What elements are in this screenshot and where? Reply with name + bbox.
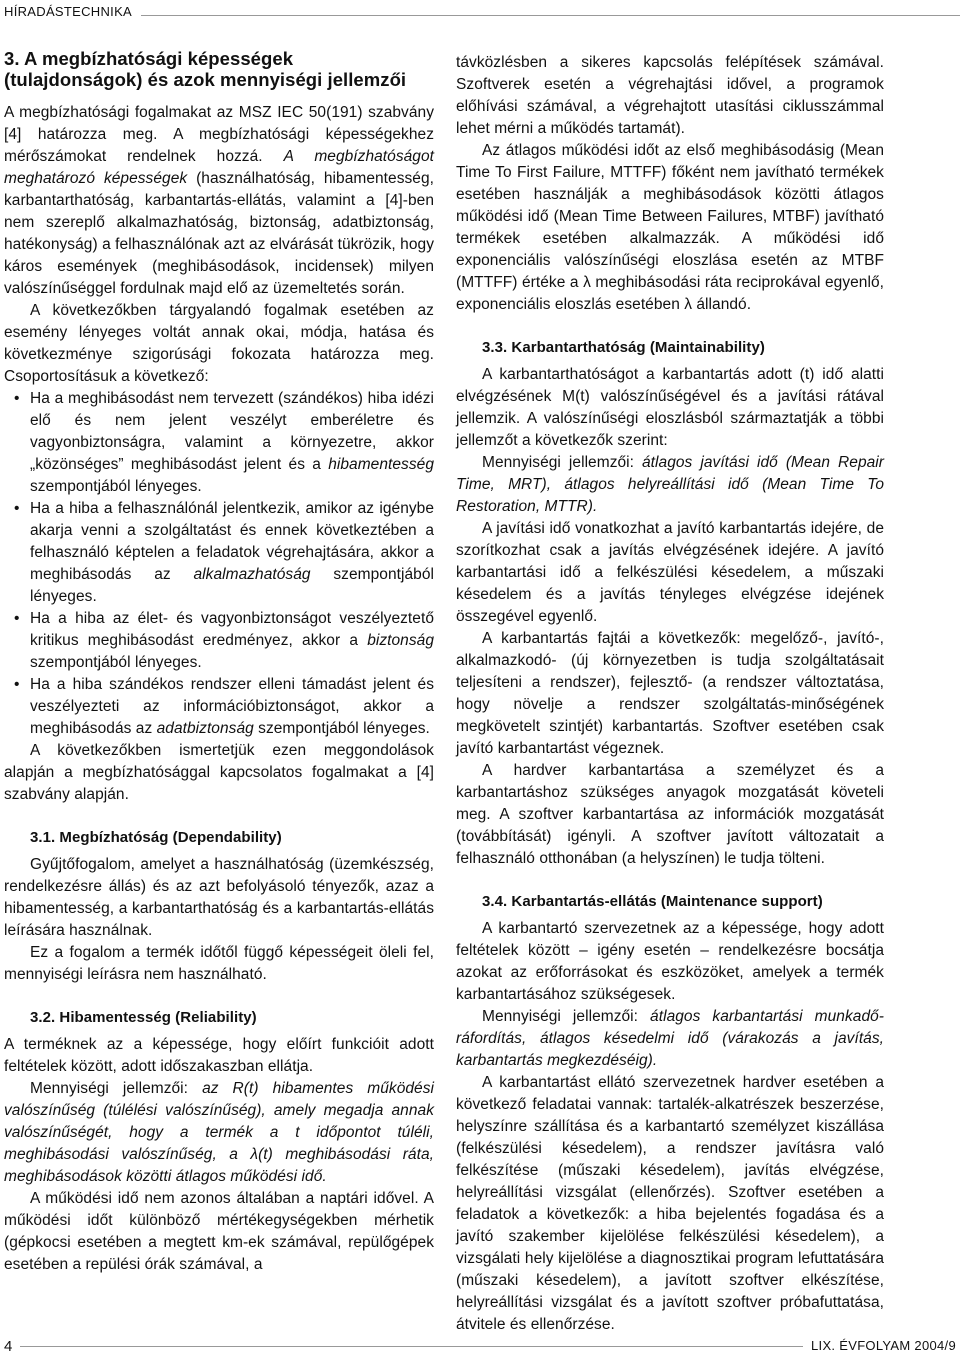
text-run: A megbízhatósági fogalmakat az MSZ IEC 50(191) szabvány [4] határozza meg. A megbízhatósági képességekhez mérőszámokat rendelnek hozzá. (4, 104, 434, 165)
paragraph: A javítási idő vonatkozhat a javító karbantartás idejére, de szorítkozhat csak a javítás elvégzésének idejére. A javító karbantartási idő a felkészülési késedelem, a műszaki késedelem és a javítás tényleges elvégzése idejének összegével egyenlő. (456, 520, 884, 625)
paragraph: Mennyiségi jellemzői: átlagos karbantartási munkadő-ráfordítás, átlagos késedelmi idő (várakozás a javítás, karbantartás megkezdéséig). (456, 1008, 884, 1069)
paragraph: A karbantarthatóságot a karbantartás adott (t) idő alatti elvégzésének M(t) valószínűségével és a javítási rátával jellemzik. A valószínűségi eloszlásból származtatják a többi jellemzőt a következők szerint: (456, 366, 884, 449)
journal-title: HÍRADÁSTECHNIKA (4, 4, 133, 19)
bullet-icon: • (14, 500, 20, 517)
running-header (0, 0, 960, 30)
text-run: (használhatóság, hibamentesség, karbantarthatóság, karbantartás-ellátás, valamint a [4]-ben nem szereplő alkalmazhatóság, biztonság, adatbiztonság, hatékonyság) a felhasználónak azt az elvárását tükrözik, hogy káros események (meghibásodások, incidensek) milyen valószínűséggel fordulnak majd elő az üzemeltetés során. (4, 170, 434, 297)
paragraph: Gyűjtőfogalom, amelyet a használhatóság (üzemkészség, rendelkezésre állás) és az azt befolyásoló tényezők, azaz a hibamentesség, a karbantarthatóság és a karbantartás-ellátás leírására használnak. (4, 856, 434, 939)
subsection-heading: 3.2. Hibamentesség (Reliability) (30, 1009, 257, 1026)
subsection-heading: 3.3. Karbantarthatóság (Maintainability) (482, 339, 765, 356)
paragraph: A következőkben ismertetjük ezen meggondolások alapján a megbízhatósággal kapcsolatos fogalmakat a [4] szabvány alapján. (4, 742, 434, 803)
left-column (4, 48, 434, 1276)
bullet-icon: • (14, 676, 20, 693)
paragraph (4, 102, 434, 300)
bullet-list (4, 388, 434, 740)
paragraph: Mennyiségi jellemzői: az R(t) hibamentes működési valószínűség (túlélési valószínűség), amely megadja annak valószínűségét, hogy a termék a t időpontot túléli, meghibásodási valószínűség, a λ(t) meghibásodási ráta, meghibásodások közötti átlagos működési idő. (4, 1080, 435, 1185)
right-column (456, 52, 884, 1336)
emphasis: átlagos karbantartási munkadő-ráfordítás, átlagos késedelmi idő (várakozás a javítás, karbantartás megkezdéséig). (456, 1008, 884, 1069)
running-footer (0, 1334, 960, 1364)
emphasis: átlagos javítási idő (Mean Repair Time, MRT), átlagos helyreállítási idő (Mean Time To Restoration, MTTR). (456, 454, 884, 515)
volume-label: LIX. ÉVFOLYAM 2004/9 (803, 1338, 956, 1353)
page-number: 4 (4, 1338, 18, 1355)
header-rule (141, 15, 960, 16)
list-item: • Ha a hiba az élet- és vagyonbiztonságot veszélyeztető kritikus meghibásodást eredményez, akkor a biztonság szempontjából lényeges. (14, 610, 434, 671)
footer-rule (20, 1346, 940, 1347)
section-heading: 3. A megbízhatósági képességek (tulajdonságok) és azok mennyiségi jellemzői (4, 48, 407, 90)
emphasis: az R(t) hibamentes működési valószínűség (túlélési valószínűség), amely megadja annak valószínűségét, hogy a termék a t időpontot túléli, meghibásodási valószínűség, a λ(t) meghibásodási ráta, meghibásodások közötti átlagos működési idő. (4, 1080, 435, 1185)
paragraph: Mennyiségi jellemzői: átlagos javítási idő (Mean Repair Time, MRT), átlagos helyreállítási idő (Mean Time To Restoration, MTTR). (456, 454, 884, 515)
paragraph: A karbantartás fajtái a következők: megelőző-, javító-, alkalmazkodó- (új környezetben is tudja szolgáltatásait teljesíteni a rendszer), fejlesztő- (a rendszer változtatása, hogy növelje a rendszer szolgáltatás-minőségének megkövetelt szintjét) karbantartás. Szoftver esetében csak javító karbantartást végeznek. (456, 630, 884, 757)
paragraph: Az átlagos működési időt az első meghibásodásig (Mean Time To First Failure, MTTFF) főként nem javítható termékek esetében használják a meghibásodások közötti átlagos működési idő (Mean Time Between Failures, MTBF) javítható termékek esetében alkalmazzák. A működési idő exponenciális valószínűségi eloszlása esetén az MTBF (MTTFF) értéke a λ meghibásodási ráta reciprokával egyenlő, exponenciális eloszlás esetében λ állandó. (456, 142, 884, 313)
list-item: • Ha a hiba a felhasználónál jelentkezik, amikor az igénybe akarja venni a szolgáltatást és ennek következtében a felhasználó képtelen a feladatok végrehajtására, akkor a meghibásodás az alkalmazhatóság szempontjából lényeges. (14, 500, 434, 605)
list-item: • Ha a meghibásodást nem tervezett (szándékos) hiba idézi elő és nem jelent veszélyt emberéletre és vagyonbiztonságra, valamint a környezetre, akkor „közönséges” meghibásodást jelent és a hibamentesség szempontjából lényeges. (14, 390, 434, 495)
bullet-icon: • (14, 390, 20, 407)
paragraph: A következőkben tárgyalandó fogalmak esetében az esemény lényeges voltát annak okai, módja, hatása és következménye szigorúsági fokozata határozza meg. Csoportosításuk a következő: (4, 302, 434, 385)
paragraph: távközlésben a sikeres kapcsolás felépítések számával. Szoftverek esetén a végrehajtási idővel, a programok előhívási számával, a végrehajtott utasítási ciklusszámmal lehet mérni a működés tartamát). (456, 54, 884, 137)
paragraph: Ez a fogalom a termék időtől függő képességeit öleli fel, mennyiségi leírásra nem használható. (4, 944, 434, 983)
list-item: • Ha a hiba szándékos rendszer elleni támadást jelent és veszélyezteti az információbiztonságot, akkor a meghibásodás az adatbiztonság szempontjából lényeges. (14, 676, 434, 737)
paragraph: A karbantartó szervezetnek az a képessége, hogy adott feltételek között – igény esetén – rendelkezésre bocsátja azokat az erőforrásokat és eszközöket, amelyek a termék karbantartásához szükségesek. (456, 920, 884, 1003)
bullet-icon: • (14, 610, 20, 627)
subsection-heading: 3.1. Megbízhatóság (Dependability) (30, 829, 282, 846)
emphasis: A megbízhatóságot meghatározó képességek (4, 148, 434, 187)
paragraph: A terméknek az a képessége, hogy előírt funkcióit adott feltételek között, adott időszakaszban ellátja. (4, 1036, 434, 1075)
paragraph: A működési idő nem azonos általában a naptári idővel. A működési időt különböző mértékegységekben mérhetik (gépkocsi esetében a megtett km-ek számával, repülőgépek esetében a repülési órák számával, a (4, 1190, 434, 1273)
paragraph: A karbantartást ellátó szervezetnek hardver esetében a következő feladatai vannak: tartalék-alkatrészek beszerzése, helyszínre szállítása és a karbantartó személyzet kiszállása (felkészülési késedelem), a rendszer javításra való felkészítése (műszaki késedelem), javítás elvégzése, helyreállítási vizsgálat (ellenőrzés). Szoftver esetében a feladatok a következők: a hiba bejelentés fogadása és a javító szakember kijelölése felkészülési késedelem), a vizsgálati hely kijelölése a diagnosztikai program lefuttatására (műszaki késedelem), a javított szoftver elkészítése, helyreállítási vizsgálat és a javított szoftver próbafuttatása, átvitele és ellenőrzése. (456, 1074, 884, 1333)
subsection-heading: 3.4. Karbantartás-ellátás (Maintenance support) (482, 893, 823, 910)
paragraph: A hardver karbantartása a személyzet és a karbantartáshoz szükséges anyagok mozgatását követeli meg. A szoftver karbantartása az információk mozgatását (továbbítását) igényli. A szoftver javított változatait a felhasználó otthonában (a helyszínen) le tudja tölteni. (456, 762, 884, 867)
